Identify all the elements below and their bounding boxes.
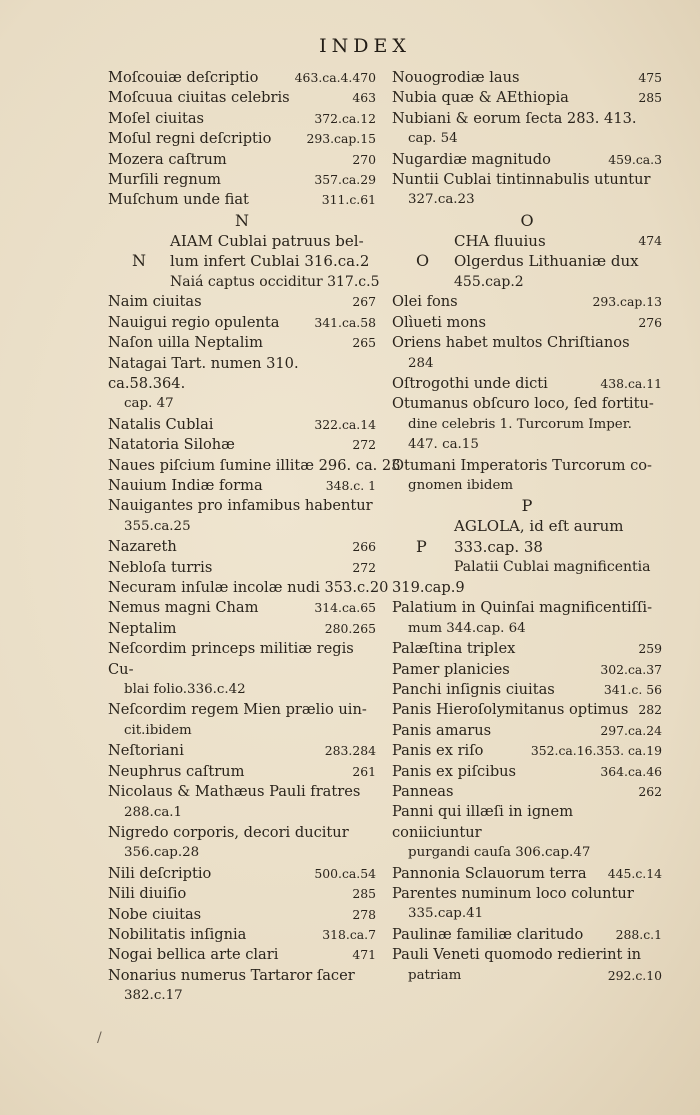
left-column bbox=[108, 68, 401, 1007]
index-entry bbox=[392, 598, 662, 639]
entry-term: Moſul regni deſcriptio bbox=[108, 130, 272, 148]
index-entry bbox=[108, 129, 376, 149]
index-entry bbox=[108, 292, 376, 312]
index-entry bbox=[108, 864, 376, 884]
index-entry bbox=[108, 578, 389, 598]
entry-term: Nigredo corporis, decori ducitur bbox=[108, 823, 349, 841]
index-entry bbox=[392, 945, 662, 986]
entry-term: Nobe ciuitas bbox=[108, 905, 202, 923]
entry-term: Naim ciuitas bbox=[108, 293, 202, 311]
entry-ref: 348.c. 1 bbox=[325, 478, 376, 493]
entry-ref: 475 bbox=[638, 70, 662, 85]
index-entry bbox=[392, 333, 662, 374]
index-entry bbox=[392, 68, 662, 88]
entry-ref: 265 bbox=[352, 335, 376, 351]
index-entry bbox=[392, 394, 662, 455]
index-entry bbox=[108, 150, 376, 170]
entry-term: Naues piſcium ſumine illitæ 296. ca. 23 bbox=[108, 456, 401, 474]
index-entry bbox=[392, 170, 662, 211]
index-entry bbox=[108, 558, 376, 578]
entry-ref: 293.cap.13 bbox=[592, 294, 662, 310]
entry-continuation bbox=[392, 966, 662, 986]
entry-continuation: 355.ca.25 bbox=[124, 518, 191, 534]
entry-term: Olìueti mons bbox=[392, 313, 487, 331]
section-line: Palatii Cublai magnificentia bbox=[454, 559, 651, 576]
entry-ref: 302.ca.37 bbox=[600, 661, 662, 677]
entry-ref: 267 bbox=[352, 294, 376, 310]
index-entry bbox=[108, 884, 376, 904]
entries-n-cont bbox=[392, 68, 662, 211]
index-entry bbox=[108, 700, 376, 741]
index-entry bbox=[108, 476, 376, 496]
entry-continuation: dine celebris 1. Turcorum Imper. bbox=[408, 416, 632, 432]
entry-term: Nouogrodiæ laus bbox=[392, 69, 520, 86]
entry-ref: 445.c.14 bbox=[607, 865, 662, 881]
index-entry bbox=[392, 88, 662, 108]
entry-term: Nuntii Cublai tintinnabulis utuntur bbox=[392, 171, 651, 189]
entry-continuation: cit.ibidem bbox=[124, 722, 192, 738]
entry-continuation: mum 344.cap. 64 bbox=[408, 620, 526, 636]
index-entry bbox=[392, 721, 662, 741]
entry-ref: 322.ca.14 bbox=[314, 416, 376, 432]
entry-term: Paulinæ familiæ claritudo bbox=[392, 925, 584, 943]
index-entry bbox=[392, 374, 662, 394]
entry-term: Neſcordim princeps militiæ regis Cu- bbox=[108, 640, 354, 678]
entry-term: Moſcuua ciuitas celebris bbox=[108, 89, 290, 107]
index-entry bbox=[108, 333, 376, 353]
entry-ref: 288.c.1 bbox=[615, 926, 662, 942]
entry-term: Parentes numinum loco coluntur bbox=[392, 885, 634, 902]
index-entry bbox=[392, 782, 662, 802]
entry-term: Neptalim bbox=[108, 619, 177, 637]
entry-ref: 314.ca.65 bbox=[314, 600, 376, 616]
entry-continuation: blai folio.336.c.42 bbox=[124, 682, 246, 698]
entry-term: Moſel ciuitas bbox=[108, 109, 205, 127]
entry-ref: 285 bbox=[352, 886, 376, 902]
index-entry bbox=[108, 496, 376, 537]
entry-ref: 471 bbox=[352, 947, 376, 963]
entries-m bbox=[108, 68, 376, 211]
entry-continuation: cap. 47 bbox=[124, 396, 174, 412]
entry-term: Natatoria Silohæ bbox=[108, 436, 235, 454]
entry-ref: 282 bbox=[638, 702, 662, 718]
entry-continuation: gnomen ibidem bbox=[408, 478, 514, 493]
index-entry bbox=[108, 823, 376, 864]
entry-term: Natagai Tart. numen 310. ca.58.364. bbox=[108, 354, 299, 392]
entry-term: Olei fons bbox=[392, 293, 458, 311]
index-entry bbox=[392, 741, 662, 761]
index-entry bbox=[108, 905, 376, 925]
index-entry bbox=[392, 150, 662, 170]
entry-term: Nazareth bbox=[108, 538, 177, 556]
entry-term: Nonarius numerus Tartaror ſacer bbox=[108, 966, 355, 984]
entry-term: Nubia quæ & AEthiopia bbox=[392, 89, 569, 107]
entry-term: Nauium Indiæ forma bbox=[108, 477, 263, 494]
entry-ref: 357.ca.29 bbox=[314, 172, 376, 188]
entry-term: Otumanus obſcuro loco, ſed fortitu- bbox=[392, 395, 654, 413]
index-entry bbox=[108, 313, 376, 333]
letter-heading-o: O bbox=[520, 210, 534, 230]
entry-term: Nogai bellica arte clari bbox=[108, 946, 279, 964]
section-ref: 474 bbox=[638, 232, 662, 248]
entry-term: Panis Hieroſolymitanus optimus bbox=[392, 701, 629, 719]
entry-ref: 318.ca.7 bbox=[322, 926, 376, 942]
entry-ref: 341.ca.58 bbox=[314, 314, 376, 330]
entry-term: Neſcordim regem Mien prælio uin- bbox=[108, 701, 367, 719]
entries-n bbox=[108, 292, 401, 1006]
entry-ref: 372.ca.12 bbox=[314, 110, 376, 126]
entry-ref: 459.ca.3 bbox=[608, 151, 662, 167]
entry-term: Necuram inſulæ incolæ nudi 353.c.20 bbox=[108, 579, 389, 597]
section-line: AIAM Cublai patruus bel- bbox=[170, 231, 364, 250]
section-line: CHA fluuius bbox=[454, 231, 546, 250]
entry-ref: 272 bbox=[352, 437, 376, 453]
entry-term: Pannonia Sclauorum terra bbox=[392, 864, 587, 882]
index-entry bbox=[108, 190, 376, 210]
entry-term: Oſtrogothi unde dicti bbox=[392, 374, 548, 392]
index-entry bbox=[392, 292, 662, 312]
entry-term: Panneas bbox=[392, 782, 454, 800]
section-o-opening bbox=[392, 231, 662, 293]
entry-ref: 364.ca.46 bbox=[600, 763, 662, 779]
section-line: 455.cap.2 bbox=[454, 273, 524, 290]
index-entry bbox=[392, 456, 662, 497]
entry-continuation: cap. 54 bbox=[408, 131, 458, 147]
section-line: 333.cap. 38 bbox=[454, 537, 543, 556]
index-entry bbox=[108, 639, 376, 700]
entry-term: Mozera caſtrum bbox=[108, 150, 227, 168]
entry-term: Nicolaus & Mathæus Pauli fratres bbox=[108, 783, 361, 801]
entry-term: Nauigantes pro infamibus habentur bbox=[108, 497, 373, 515]
entry-continuation: 382.c.17 bbox=[124, 988, 183, 1004]
section-p-opening bbox=[392, 516, 662, 578]
entry-continuation-text: patriam bbox=[408, 967, 462, 983]
entry-ref: 259 bbox=[638, 641, 662, 657]
index-entry bbox=[108, 741, 376, 761]
index-entry bbox=[392, 313, 662, 333]
index-entry bbox=[108, 415, 376, 435]
entry-ref: 500.ca.54 bbox=[314, 865, 376, 881]
entry-ref: 293.cap.15 bbox=[306, 131, 376, 147]
entry-term: Muſchum unde fiat bbox=[108, 191, 249, 209]
entry-term: Naſon uilla Neptalim bbox=[108, 334, 263, 352]
index-entry bbox=[392, 578, 662, 598]
section-line: Naiá captus occiditur 317.c.5 bbox=[170, 273, 380, 290]
entry-term: Palæſtina triplex bbox=[392, 640, 516, 658]
entry-term: Panis ex riſo bbox=[392, 742, 484, 760]
index-entry bbox=[108, 925, 376, 945]
entry-term: Pamer planicies bbox=[392, 660, 510, 678]
section-n-opening bbox=[108, 231, 380, 293]
entry-ref: 262 bbox=[638, 783, 662, 799]
entry-term: Moſcouiæ deſcriptio bbox=[108, 69, 259, 86]
section-line: lum infert Cublai 316.ca.2 bbox=[170, 252, 370, 271]
index-entry bbox=[108, 598, 376, 618]
entry-continuation: 284 bbox=[408, 355, 434, 371]
initial-capital: O bbox=[416, 251, 430, 271]
letter-heading-p: P bbox=[521, 496, 533, 516]
section-line: Olgerdus Lithuaniæ dux bbox=[454, 252, 639, 271]
entry-continuation: 327.ca.23 bbox=[408, 192, 475, 208]
entry-ref: 283.284 bbox=[324, 743, 376, 759]
entry-ref: 311.c.61 bbox=[321, 192, 376, 208]
index-entry bbox=[108, 68, 376, 88]
index-entry bbox=[392, 864, 662, 884]
entry-term: Murſili regnum bbox=[108, 171, 221, 189]
entry-term: Panis amarus bbox=[392, 721, 492, 739]
section-line: AGLOLA, id eſt aurum bbox=[454, 517, 624, 536]
entry-ref: 266 bbox=[352, 539, 376, 555]
index-entry bbox=[108, 109, 376, 129]
entries-p bbox=[392, 578, 662, 986]
entry-term: Nebloſa turris bbox=[108, 558, 213, 576]
right-column bbox=[392, 68, 662, 986]
index-entry bbox=[392, 884, 662, 925]
index-entry bbox=[108, 762, 376, 782]
index-entry bbox=[108, 456, 401, 476]
entry-ref: 280.265 bbox=[324, 620, 376, 636]
entry-continuation: 356.cap.28 bbox=[124, 845, 200, 861]
entry-term: Nobilitatis inſignia bbox=[108, 925, 247, 943]
letter-heading-n: N bbox=[235, 210, 249, 230]
entry-ref: 285 bbox=[638, 90, 662, 106]
index-entry bbox=[108, 170, 376, 190]
entry-term: Neſtoriani bbox=[108, 742, 184, 760]
entry-ref: 341.c. 56 bbox=[603, 681, 662, 697]
entry-term: Pauli Veneti quomodo redierint in bbox=[392, 946, 642, 964]
index-entry bbox=[108, 619, 376, 639]
index-entry bbox=[392, 680, 662, 700]
entry-ref: 463 bbox=[352, 90, 376, 106]
index-entry bbox=[108, 966, 376, 1007]
page-header: INDEX bbox=[319, 35, 411, 57]
entry-term: Panchi inſignis ciuitas bbox=[392, 680, 555, 698]
entry-ref: 297.ca.24 bbox=[600, 722, 662, 738]
entry-ref: 276 bbox=[638, 314, 662, 330]
entry-ref: 270 bbox=[352, 151, 376, 167]
index-entry bbox=[108, 945, 376, 965]
entry-ref: 438.ca.11 bbox=[600, 375, 662, 391]
entry-continuation: 447. ca.15 bbox=[408, 437, 479, 453]
entry-term: Panni qui illæſi in ignem coniiciuntur bbox=[392, 803, 574, 841]
entry-term: Nugardiæ magnitudo bbox=[392, 150, 551, 168]
index-entry bbox=[108, 537, 376, 557]
entry-ref: 292.c.10 bbox=[607, 967, 662, 983]
entry-continuation: purgandi cauſa 306.cap.47 bbox=[408, 845, 591, 861]
index-entry bbox=[108, 88, 376, 108]
entry-term: Nubiani & eorum ſecta 283. 413. bbox=[392, 109, 637, 127]
entry-continuation: 335.cap.41 bbox=[408, 906, 484, 922]
entry-term: Nili deſcriptio bbox=[108, 864, 212, 882]
index-entry bbox=[108, 354, 376, 415]
initial-capital: N bbox=[132, 251, 146, 271]
index-entry bbox=[392, 109, 662, 150]
initial-capital: P bbox=[416, 536, 427, 556]
entry-ref: 272 bbox=[352, 559, 376, 575]
index-entry bbox=[392, 925, 662, 945]
entry-term: Palatium in Quinſai magnificentiſſi- bbox=[392, 599, 653, 617]
entry-term: 319.cap.9 bbox=[392, 578, 465, 596]
entry-term: Natalis Cublai bbox=[108, 415, 214, 433]
index-entry bbox=[108, 435, 376, 455]
entry-term: Panis ex piſcibus bbox=[392, 762, 517, 780]
entry-ref: 261 bbox=[352, 763, 376, 779]
entry-term: Nauigui regio opulenta bbox=[108, 313, 280, 331]
margin-mark: / bbox=[97, 1030, 102, 1046]
entry-term: Otumani Imperatoris Turcorum co- bbox=[392, 456, 652, 474]
index-entry bbox=[392, 639, 662, 659]
index-entry bbox=[108, 782, 376, 823]
entry-ref: 278 bbox=[352, 906, 376, 922]
entry-continuation: 288.ca.1 bbox=[124, 804, 183, 820]
entry-term: Nemus magni Cham bbox=[108, 599, 259, 617]
entry-term: Oriens habet multos Chriſtianos bbox=[392, 334, 630, 352]
entry-ref: 463.ca.4.470 bbox=[294, 70, 376, 85]
entry-ref: 352.ca.16.353. ca.19 bbox=[530, 743, 662, 759]
entries-o bbox=[392, 292, 662, 496]
entry-term: Nili diuiſio bbox=[108, 885, 187, 903]
entry-term: Neuphrus caſtrum bbox=[108, 762, 245, 780]
index-entry bbox=[392, 762, 662, 782]
index-entry bbox=[392, 802, 662, 863]
index-entry bbox=[392, 660, 662, 680]
index-entry bbox=[392, 700, 662, 720]
